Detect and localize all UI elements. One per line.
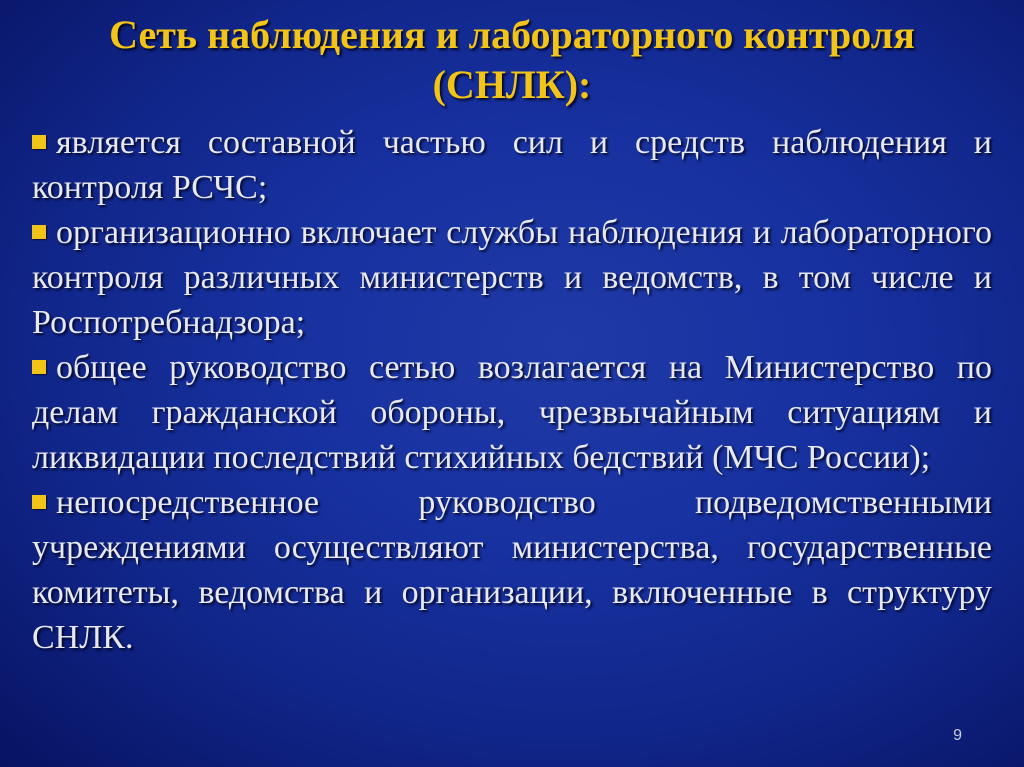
list-item-text: общее руководство сетью возлагается на Министерство по делам гражданской обороны, чрезвычайным ситуациям и ликвидации последствий стихийных бедствий (МЧС России); bbox=[32, 349, 992, 476]
list-item bbox=[32, 120, 992, 210]
bullet-list bbox=[32, 120, 992, 660]
slide-title bbox=[0, 10, 1024, 110]
square-bullet-icon bbox=[32, 225, 46, 239]
list-item bbox=[32, 345, 992, 480]
square-bullet-icon bbox=[32, 360, 46, 374]
list-item-text: является составной частью сил и средств наблюдения и контроля РСЧС; bbox=[32, 124, 992, 206]
list-item-text: организационно включает службы наблюдения и лабораторного контроля различных министерств и ведомств, в том числе и Роспотребнадзора; bbox=[32, 214, 992, 341]
list-item-text: непосредственное руководство подведомственными учреждениями осуществляют министерства, государственные комитеты, ведомства и организации, включенные в структуру СНЛК. bbox=[32, 484, 992, 656]
slide-title-line-1: Сеть наблюдения и лабораторного контроля bbox=[109, 12, 915, 57]
page-number: 9 bbox=[953, 727, 962, 744]
square-bullet-icon bbox=[32, 135, 46, 149]
slide-title-line-2: (СНЛК): bbox=[432, 62, 592, 107]
square-bullet-icon bbox=[32, 495, 46, 509]
list-item bbox=[32, 480, 992, 660]
list-item bbox=[32, 210, 992, 345]
